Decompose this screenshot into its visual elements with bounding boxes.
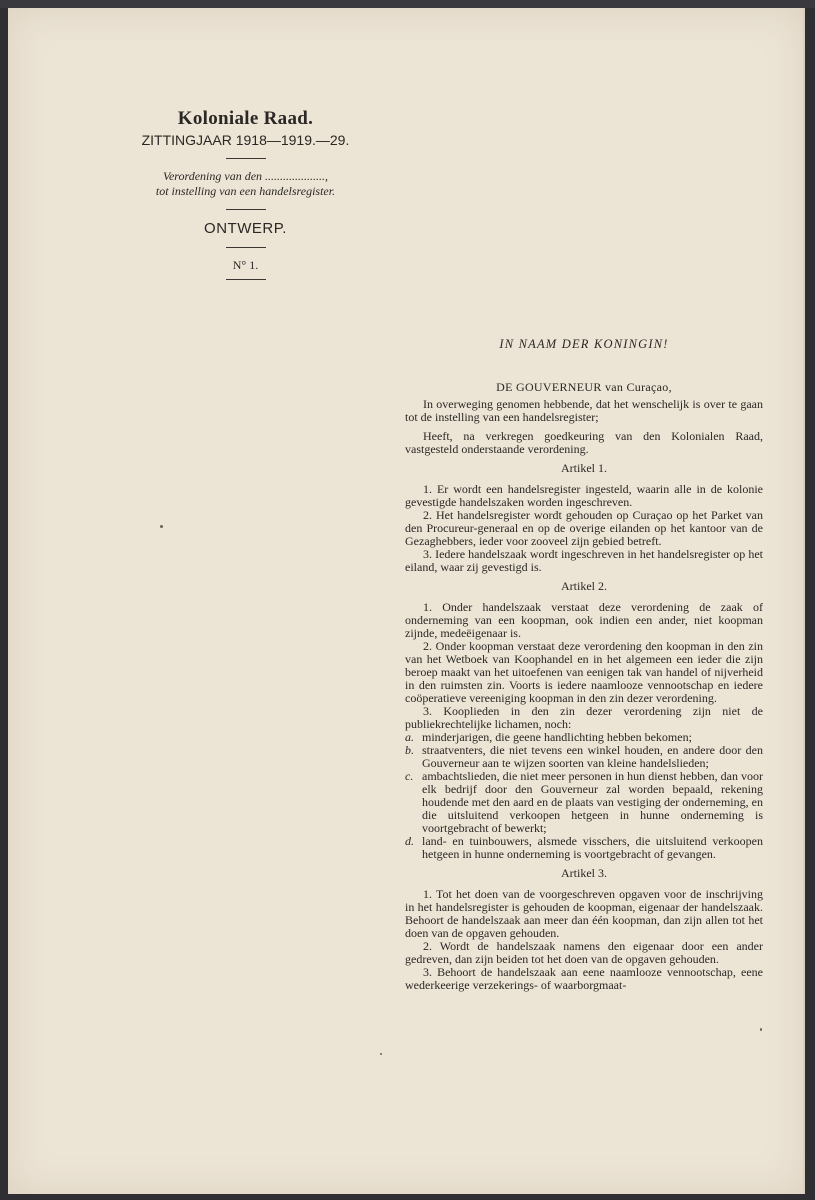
list-item-label: c.	[405, 769, 414, 783]
list-item-text: ambachtslieden, die niet meer personen in hun dienst hebben, dan voor elk bedrijf door den Gouverneur zal worden bepaald, rekening houdende met den aard en de plaats van vestiging der onderneming, en die uitsluitend verkoopen hetgeen in hunne onderneming is voortgebracht of bewerkt;	[422, 769, 763, 835]
article-paragraph: 1. Onder handelszaak verstaat deze verordening de zaak of onderneming van een koopman, ook indien een ander, niet koopman zijnde, medeëigenaar is.	[405, 600, 763, 640]
article-heading: Artikel 3.	[561, 866, 607, 880]
list-item-text: minderjarigen, die geene handlichting hebben bekomen;	[422, 730, 692, 744]
session-year: ZITTINGJAAR 1918—1919.—29.	[141, 132, 350, 148]
page-edge	[803, 8, 805, 1194]
divider	[226, 247, 266, 248]
divider	[226, 279, 266, 280]
document-header	[118, 108, 373, 290]
list-item	[405, 744, 763, 770]
document-number: N° 1.	[232, 258, 259, 272]
article-heading: Artikel 1.	[561, 461, 607, 475]
invocation: IN NAAM DER KONINGIN!	[499, 337, 669, 351]
scan-border	[0, 0, 815, 8]
ordinance-body	[405, 338, 763, 992]
list-item	[405, 770, 763, 835]
article-paragraph: 3. Kooplieden in den zin dezer verordening zijn niet de publiekrechtelijke lichamen, noch:	[405, 704, 763, 731]
enactment-clause: Heeft, na verkregen goedkeuring van den Kolonialen Raad, vastgesteld onderstaande verordening.	[405, 429, 763, 456]
article-paragraph: 1. Tot het doen van de voorgeschreven opgaven voor de inschrijving in het handelsregister is gehouden de koopman, eigenaar der handelszaak. Behoort de handelszaak aan meer dan één koopman, dan zijn allen tot het doen van de opgaven gehouden.	[405, 887, 763, 940]
document-page	[8, 8, 805, 1194]
governor-line: DE GOUVERNEUR van Curaçao,	[496, 380, 672, 394]
article-paragraph: 3. Behoort de handelszaak aan eene naamlooze vennootschap, eene wederkeerige verzekerings- of waarborgmaat-	[405, 965, 763, 992]
ordinance-title-line-2: tot instelling van een handelsregister.	[155, 184, 336, 198]
list-item-text: straatventers, die niet tevens een winkel houden, en andere door den Gouverneur aan te wijzen soorten van kleine handelslieden;	[422, 743, 763, 770]
article-heading: Artikel 2.	[561, 579, 607, 593]
article-paragraph: 3. Iedere handelszaak wordt ingeschreven in het handelsregister op het eiland, waar zij gevestigd is.	[405, 547, 763, 574]
ink-speck	[380, 1053, 382, 1055]
draft-label: ONTWERP.	[204, 220, 287, 237]
ink-speck	[760, 1028, 762, 1031]
list-item-label: d.	[405, 834, 414, 848]
list-item	[405, 835, 763, 861]
ink-speck	[160, 525, 163, 528]
divider	[226, 209, 266, 210]
considering-clause: In overweging genomen hebbende, dat het wenschelijk is over te gaan tot de instelling van een handelsregister;	[405, 397, 763, 424]
article-paragraph: 2. Het handelsregister wordt gehouden op Curaçao op het Parket van den Procureur-generaal en op de overige eilanden op het kantoor van de Gezaghebbers, ieder voor zooveel zijn gebied betreft.	[405, 508, 763, 548]
ordinance-title-line-1: Verordening van den ....................,	[162, 169, 329, 183]
article-paragraph: 2. Onder koopman verstaat deze verordening den koopman in den zin van het Wetboek van Koophandel en in het algemeen een ieder die zijn beroep maakt van het uitoefenen van eenigen tak van handel of nijverheid in den ruimsten zin. Voorts is iedere naamlooze vennootschap en iedere coöperatieve vereeniging koopman in den zin dezer verordening.	[405, 639, 763, 705]
list-item-label: a.	[405, 730, 414, 744]
council-name: Koloniale Raad.	[177, 108, 314, 129]
list-item-text: land- en tuinbouwers, alsmede visschers, die uitsluitend verkoopen hetgeen in hunne onderneming is voortgebracht of gevangen.	[422, 834, 763, 861]
divider	[226, 158, 266, 159]
article-paragraph: 2. Wordt de handelszaak namens den eigenaar door een ander gedreven, dan zijn beiden tot het doen van de opgaven gehouden.	[405, 939, 763, 966]
list-item-label: b.	[405, 743, 414, 757]
article-paragraph: 1. Er wordt een handelsregister ingesteld, waarin alle in de kolonie gevestigde handelszaken worden ingeschreven.	[405, 482, 763, 509]
